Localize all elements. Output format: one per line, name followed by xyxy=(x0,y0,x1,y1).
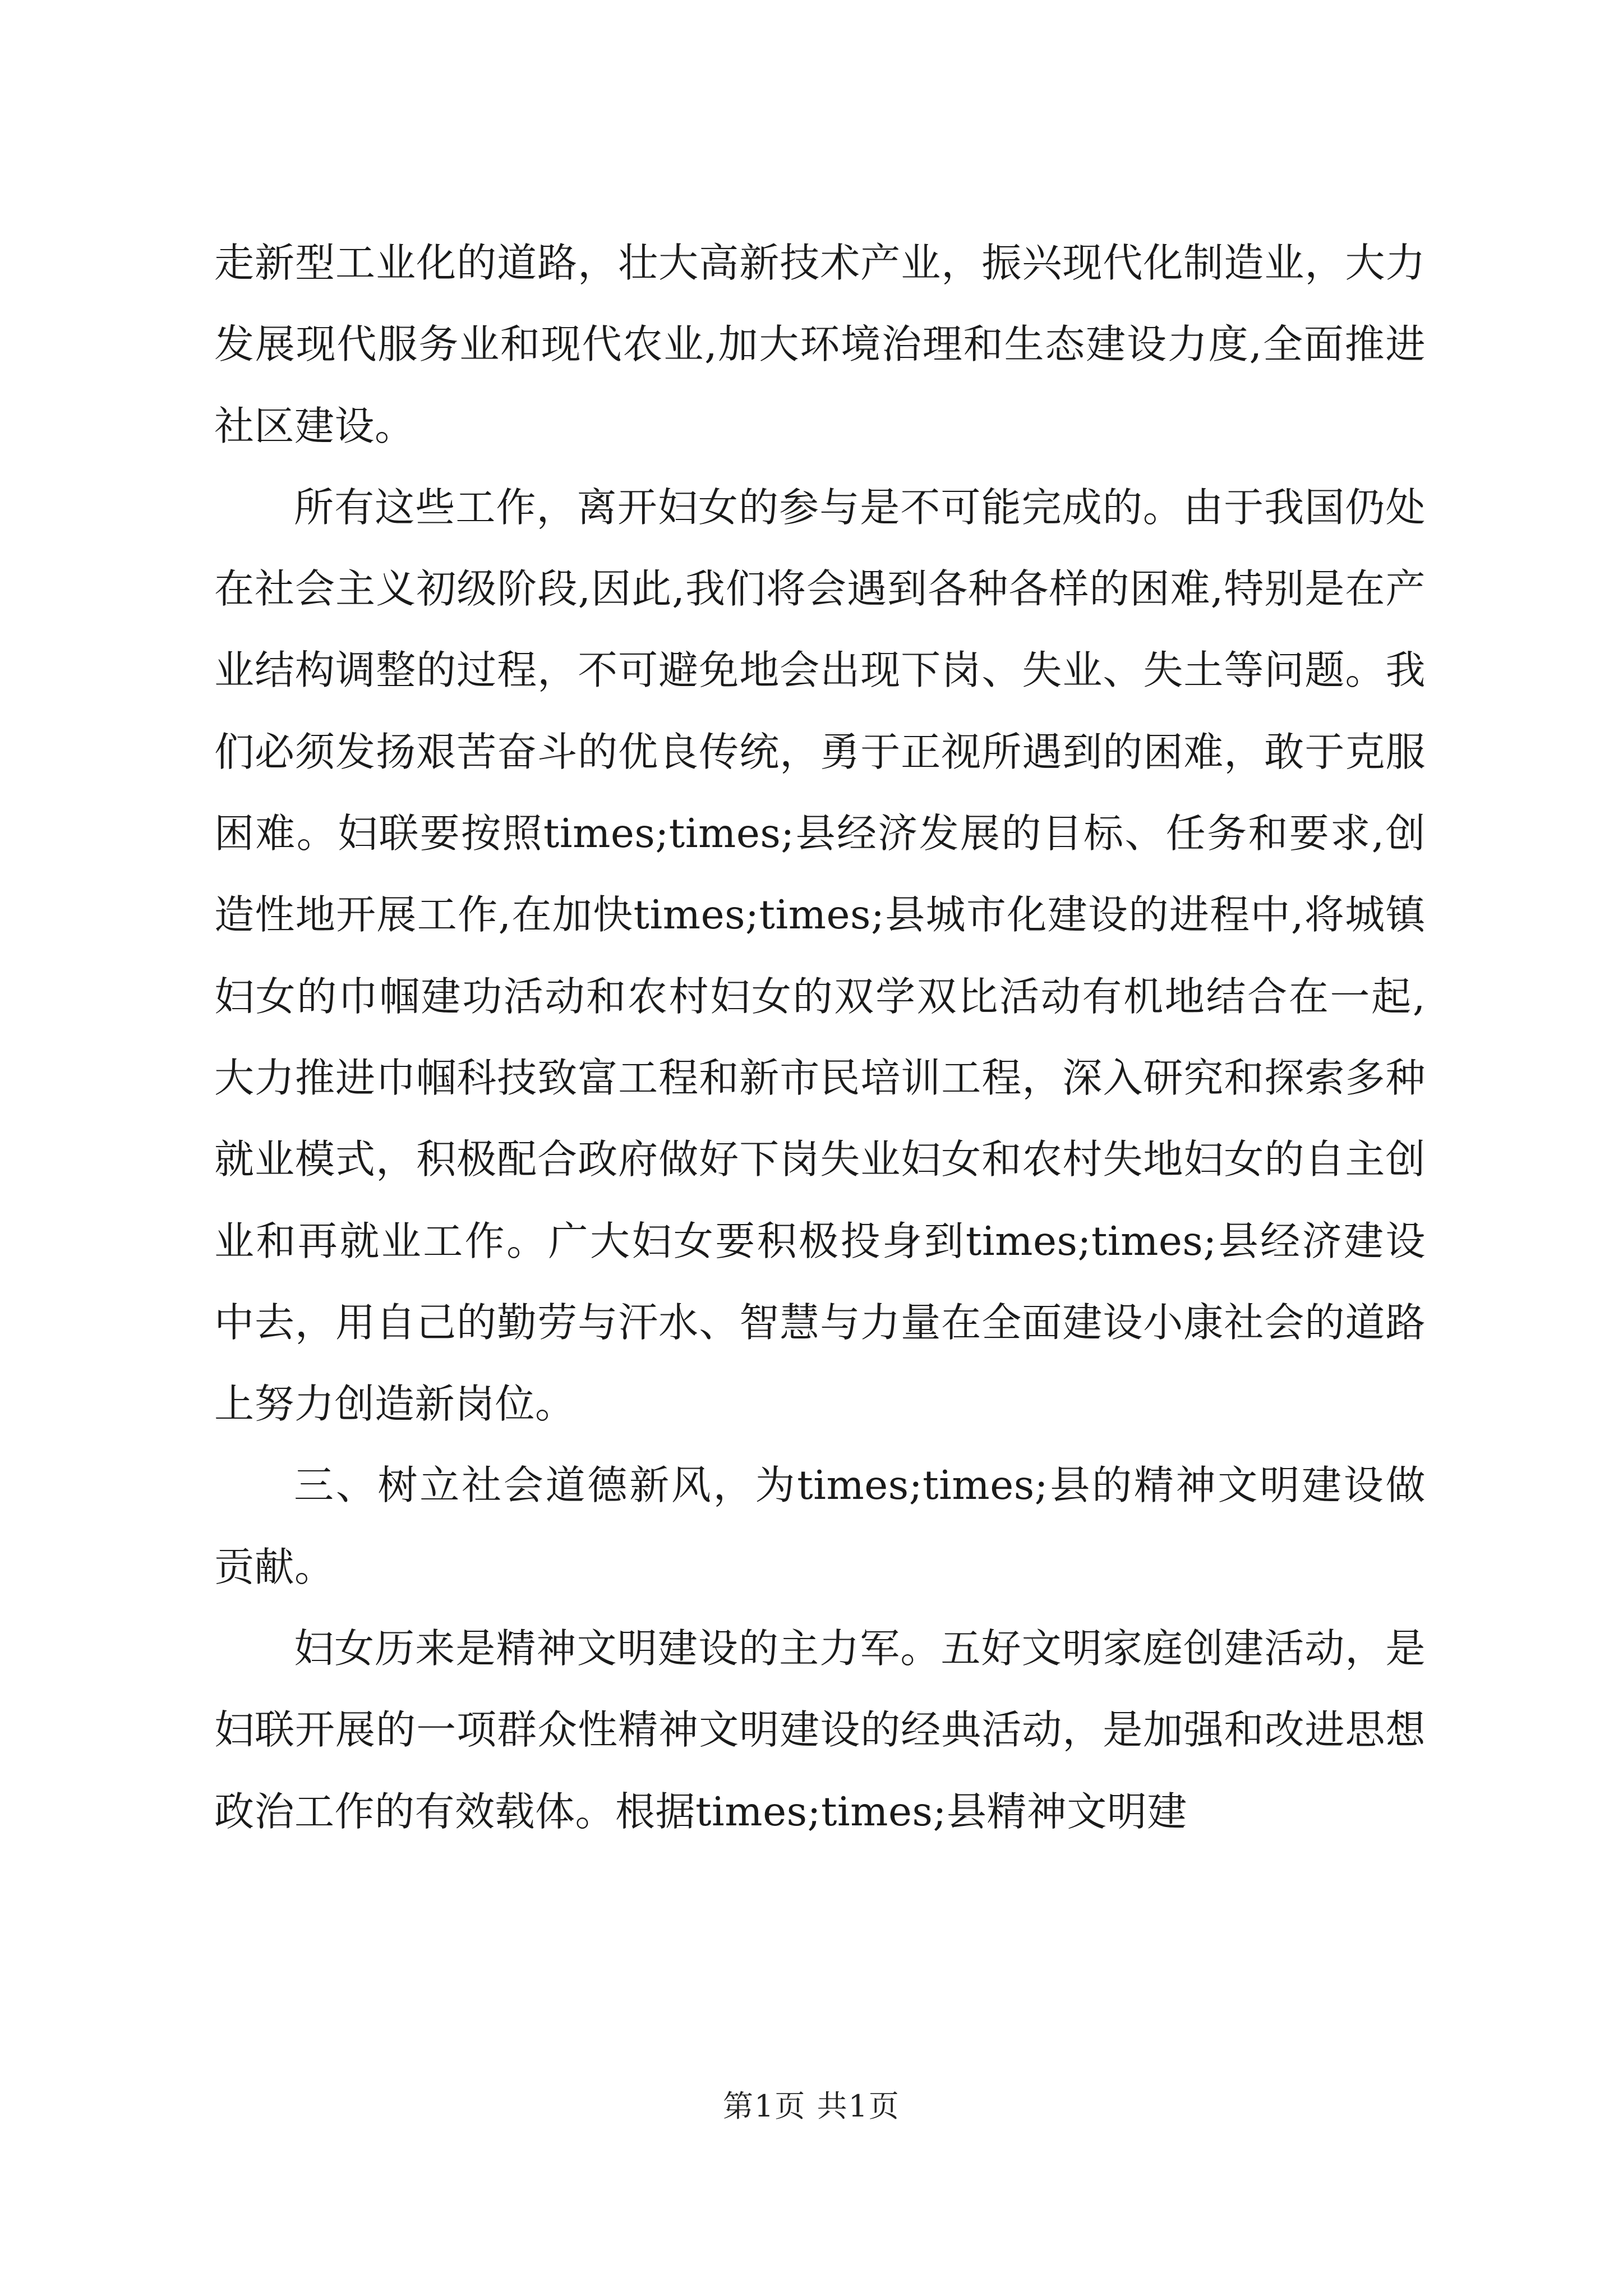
document-body xyxy=(214,222,1426,1852)
paragraph-women-participation: 所有这些工作，离开妇女的参与是不可能完成的。由于我国仍处在社会主义初级阶段,因此,我们将会遇到各种各样的困难,特别是在产业结构调整的过程，不可避免地会出现下岗、失业、失土等问题。我们必须发扬艰苦奋斗的优良传统，勇于正视所遇到的困难，敢于克服困难。妇联要按照times;times;县经济发展的目标、任务和要求,创造性地开展工作,在加快times;times;县城市化建设的进程中,将城镇妇女的巾帼建功活动和农村妇女的双学双比活动有机地结合在一起,大力推进巾帼科技致富工程和新市民培训工程，深入研究和探索多种就业模式，积极配合政府做好下岗失业妇女和农村失地妇女的自主创业和再就业工作。广大妇女要积极投身到times;times;县经济建设中去，用自己的勤劳与汗水、智慧与力量在全面建设小康社会的道路上努力创造新岗位。 xyxy=(214,484,1426,1428)
section-heading-three: 三、树立社会道德新风，为times;times;县的精神文明建设做贡献。 xyxy=(214,1462,1426,1590)
paragraph-continuation: 走新型工业化的道路，壮大高新技术产业，振兴现代化制造业，大力发展现代服务业和现代农业,加大环境治理和生态建设力度,全面推进社区建设。 xyxy=(214,240,1426,449)
paragraph-spiritual-civilization: 妇女历来是精神文明建设的主力军。五好文明家庭创建活动，是妇联开展的一项群众性精神文明建设的经典活动，是加强和改进思想政治工作的有效载体。根据times;times;县精神文明建 xyxy=(214,1625,1426,1835)
page-footer: 第1页 共1页 xyxy=(723,2088,900,2124)
